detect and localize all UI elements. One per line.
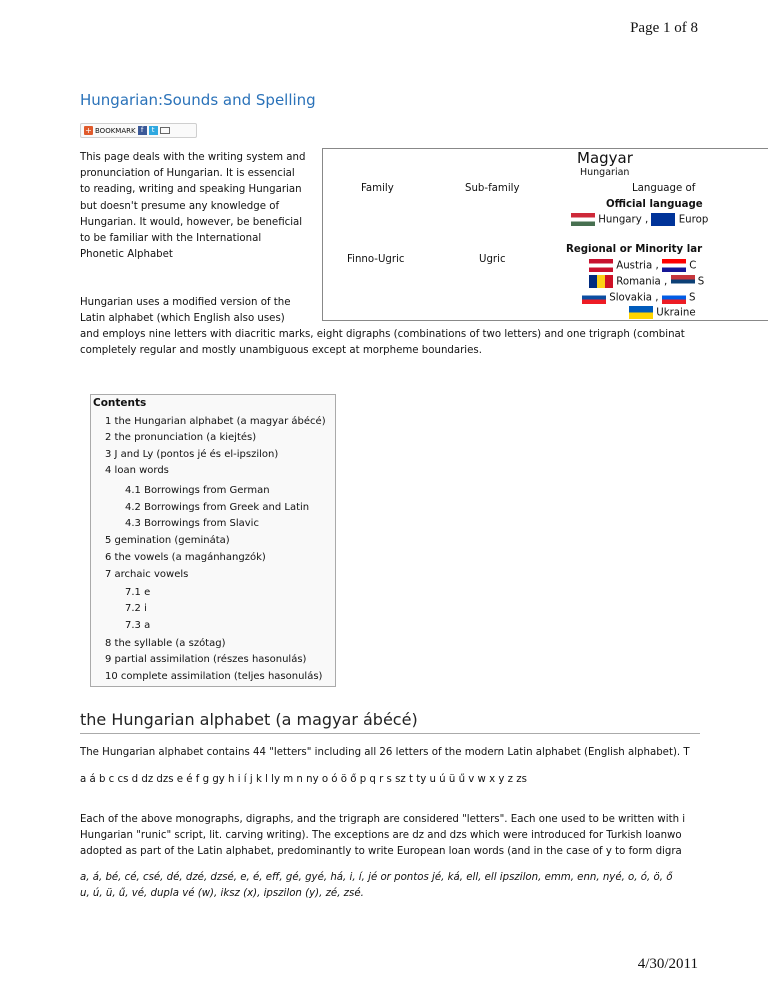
alphabet-intro: The Hungarian alphabet contains 44 "letters" including all 26 letters of the modern Latin alphabet (English alphabet). T — [80, 747, 690, 758]
hungary-flag-icon — [571, 213, 595, 226]
intro-line: but doesn't presume any knowledge of — [80, 200, 280, 212]
alphabet-letters: a á b c cs d dz dzs e é f g gy h i í j k l ly m n ny o ó ö ő p q r s sz t ty u ú ü ű v w x y z zs — [80, 774, 527, 785]
regional-country[interactable]: Ukraine — [656, 307, 696, 319]
regional-country[interactable]: Romania , — [616, 276, 668, 288]
latin-line: Hungarian uses a modified version of the — [80, 297, 291, 308]
language-of-label: Language of — [632, 183, 696, 194]
slovakia-flag-icon — [582, 291, 606, 304]
latin-paragraph-lead — [80, 295, 320, 327]
regional-country[interactable]: Austria , — [616, 260, 659, 272]
letters-paragraph — [80, 812, 700, 861]
austria-flag-icon — [589, 259, 613, 272]
section-heading: the Hungarian alphabet (a magyar ábécé) — [80, 710, 418, 729]
intro-line: This page deals with the writing system and — [80, 152, 306, 163]
section-divider — [80, 733, 700, 734]
table-of-contents — [90, 394, 336, 687]
regional-country[interactable]: Slovakia , — [609, 292, 659, 304]
toc-title: Contents — [93, 397, 147, 409]
latin-line: and employs nine letters with diacritic marks, eight digraphs (combinations of two letters) and one trigraph (combinat — [80, 329, 685, 340]
latin-line: completely regular and mostly unambiguous except at morpheme boundaries. — [80, 345, 482, 357]
letter-names-paragraph — [80, 870, 700, 902]
email-icon[interactable] — [160, 127, 170, 134]
page-number: Page 1 of 8 — [630, 20, 698, 36]
page-title[interactable]: Hungarian:Sounds and Spelling — [80, 91, 316, 109]
regional-row — [629, 306, 696, 319]
serbia-flag-icon — [671, 275, 695, 288]
intro-line: Phonetic Alphabet — [80, 249, 173, 261]
latin-paragraph-continuation — [80, 327, 720, 359]
toc-item[interactable]: 4 loan words — [105, 465, 169, 476]
paragraph-line: Each of the above monographs, digraphs, and the trigraph are considered "letters". Each one used to be written with i — [80, 814, 686, 825]
toc-item[interactable]: 7 archaic vowels — [105, 569, 189, 580]
bookmark-label: BOOKMARK — [95, 126, 136, 135]
paragraph-line: Hungarian "runic" script, lit. carving writing). The exceptions are dz and dzs which were introduced for Turkish loanwo — [80, 830, 682, 842]
toc-item[interactable]: 4.1 Borrowings from German — [125, 485, 270, 496]
intro-line: pronunciation of Hungarian. It is essencial — [80, 168, 295, 180]
regional-row — [589, 275, 704, 288]
intro-paragraph — [80, 150, 320, 263]
regional-row — [589, 259, 696, 272]
slovenia-flag-icon — [662, 291, 686, 304]
intro-line: to be familiar with the International — [80, 233, 262, 245]
ukraine-flag-icon — [629, 306, 653, 319]
bookmark-button[interactable] — [80, 123, 197, 138]
toc-item[interactable]: 4.2 Borrowings from Greek and Latin — [125, 502, 310, 513]
official-row — [571, 213, 708, 226]
language-infobox — [322, 148, 768, 321]
toc-item[interactable]: 6 the vowels (a magánhangzók) — [105, 552, 266, 563]
regional-country[interactable]: C — [689, 260, 697, 272]
toc-item[interactable]: 7.2 i — [125, 603, 147, 614]
toc-item[interactable]: 10 complete assimilation (teljes hasonulás) — [105, 671, 323, 682]
subfamily-label: Sub-family — [465, 183, 520, 194]
regional-heading: Regional or Minority lar — [566, 244, 703, 255]
toc-item[interactable]: 8 the syllable (a szótag) — [105, 638, 226, 649]
regional-country[interactable]: S — [689, 292, 696, 304]
paragraph-line: a, á, bé, cé, csé, dé, dzé, dzsé, e, é, eff, gé, gyé, há, i, í, jé or pontos jé, ká, ell, ell ipszilon, emm, enn, nyé, o, ó, ö, ő — [80, 872, 673, 883]
official-heading: Official language — [606, 199, 703, 210]
toc-item[interactable]: 5 gemination (gemináta) — [105, 535, 230, 546]
toc-item[interactable]: 7.3 a — [125, 620, 151, 631]
paragraph-line: adopted as part of the Latin alphabet, predominantly to write European loan words (and in the case of y to form digra — [80, 846, 682, 858]
official-country[interactable]: Hungary , — [598, 214, 649, 226]
intro-line: to reading, writing and speaking Hungarian — [80, 184, 302, 196]
subfamily-value: Ugric — [479, 254, 506, 265]
latin-line: Latin alphabet (which English also uses) — [80, 313, 285, 325]
plus-icon: + — [85, 126, 92, 135]
footer-date: 4/30/2011 — [637, 956, 698, 972]
infobox-subname: Hungarian — [580, 167, 630, 178]
paragraph-line: u, ú, ü, ű, vé, dupla vé (w), iksz (x), ipszilon (y), zé, zsé. — [80, 888, 364, 900]
infobox-name: Magyar — [577, 149, 633, 167]
toc-item[interactable]: 1 the Hungarian alphabet (a magyar ábécé) — [105, 416, 326, 427]
twitter-icon[interactable]: t — [149, 126, 158, 135]
romania-flag-icon — [589, 275, 613, 288]
eu-flag-icon — [651, 213, 675, 226]
official-country[interactable]: Europ — [678, 214, 709, 226]
toc-item[interactable]: 9 partial assimilation (részes hasonulás) — [105, 654, 307, 665]
regional-country[interactable]: S — [697, 276, 705, 288]
family-value: Finno-Ugric — [347, 254, 405, 265]
regional-row — [582, 291, 695, 304]
toc-item[interactable]: 2 the pronunciation (a kiejtés) — [105, 432, 257, 443]
toc-item[interactable]: 3 J and Ly (pontos jé és el-ipszilon) — [105, 449, 279, 460]
croatia-flag-icon — [662, 259, 686, 272]
toc-item[interactable]: 7.1 e — [125, 587, 151, 598]
facebook-icon[interactable]: f — [138, 126, 147, 135]
family-label: Family — [361, 183, 394, 194]
toc-item[interactable]: 4.3 Borrowings from Slavic — [125, 518, 259, 529]
intro-line: Hungarian. It would, however, be beneficial — [80, 216, 303, 228]
